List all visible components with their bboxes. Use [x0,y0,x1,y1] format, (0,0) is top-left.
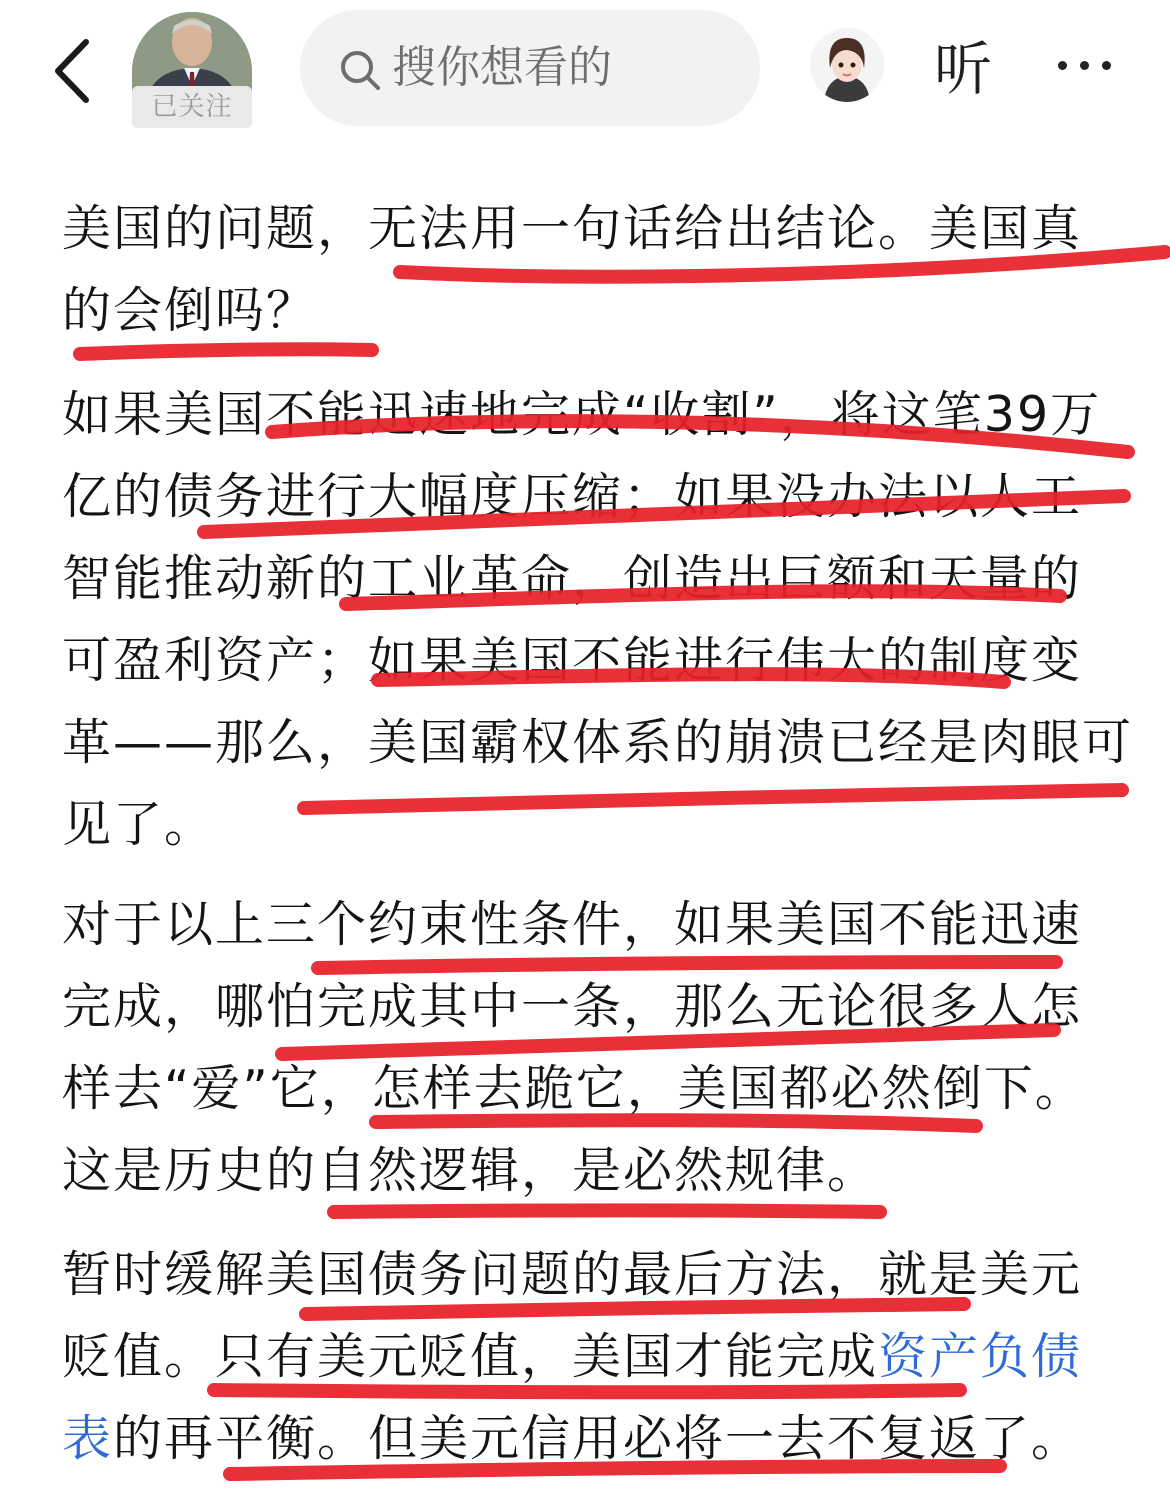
text-line: 智能推动新的工业革命，创造出巨额和天量的 [62,550,1083,607]
text-line: 美国的问题，无法用一句话给出结论。美国真 [62,200,1083,257]
paragraph-4 [62,1234,1122,1480]
text-line: 亿的债务进行大幅度压缩；如果没办法以人工 [62,468,1083,525]
follow-status-badge[interactable]: 已关注 [132,86,252,128]
text-line [62,1316,1122,1398]
text-segment: 的再平衡。但美元信用必将一去不复返了。 [113,1410,1083,1467]
text-line: 这是历史的自然逻辑，是必然规律。 [62,1142,879,1199]
paragraph-1 [62,188,1122,352]
text-line: 暂时缓解美国债务问题的最后方法，就是美元 [62,1246,1083,1303]
paragraph-2 [62,374,1134,866]
text-line: 样去“爱”它，怎样去跪它，美国都必然倒下。 [62,1060,1086,1117]
text-line: 的会倒吗？ [62,282,318,339]
text-line [62,1398,1122,1480]
paragraph-3 [62,884,1122,1212]
listen-button[interactable]: 听 [934,35,993,103]
text-line: 见了。 [62,796,216,853]
text-line: 可盈利资产；如果美国不能进行伟大的制度变 [62,632,1083,689]
text-segment: 贬值。只有美元贬值，美国才能完成 [62,1328,879,1385]
balance-sheet-link[interactable]: 表 [62,1410,114,1467]
text-line: 如果美国不能迅速地完成“收割”，将这笔39万 [62,386,1102,443]
text-line: 革——那么，美国霸权体系的崩溃已经是肉眼可 [62,714,1134,771]
text-line: 对于以上三个约束性条件，如果美国不能迅速 [62,896,1083,953]
balance-sheet-link[interactable]: 资产负债 [878,1328,1083,1385]
search-placeholder: 搜你想看的 [392,42,612,93]
text-line: 完成，哪怕完成其中一条，那么无论很多人怎 [62,978,1083,1035]
